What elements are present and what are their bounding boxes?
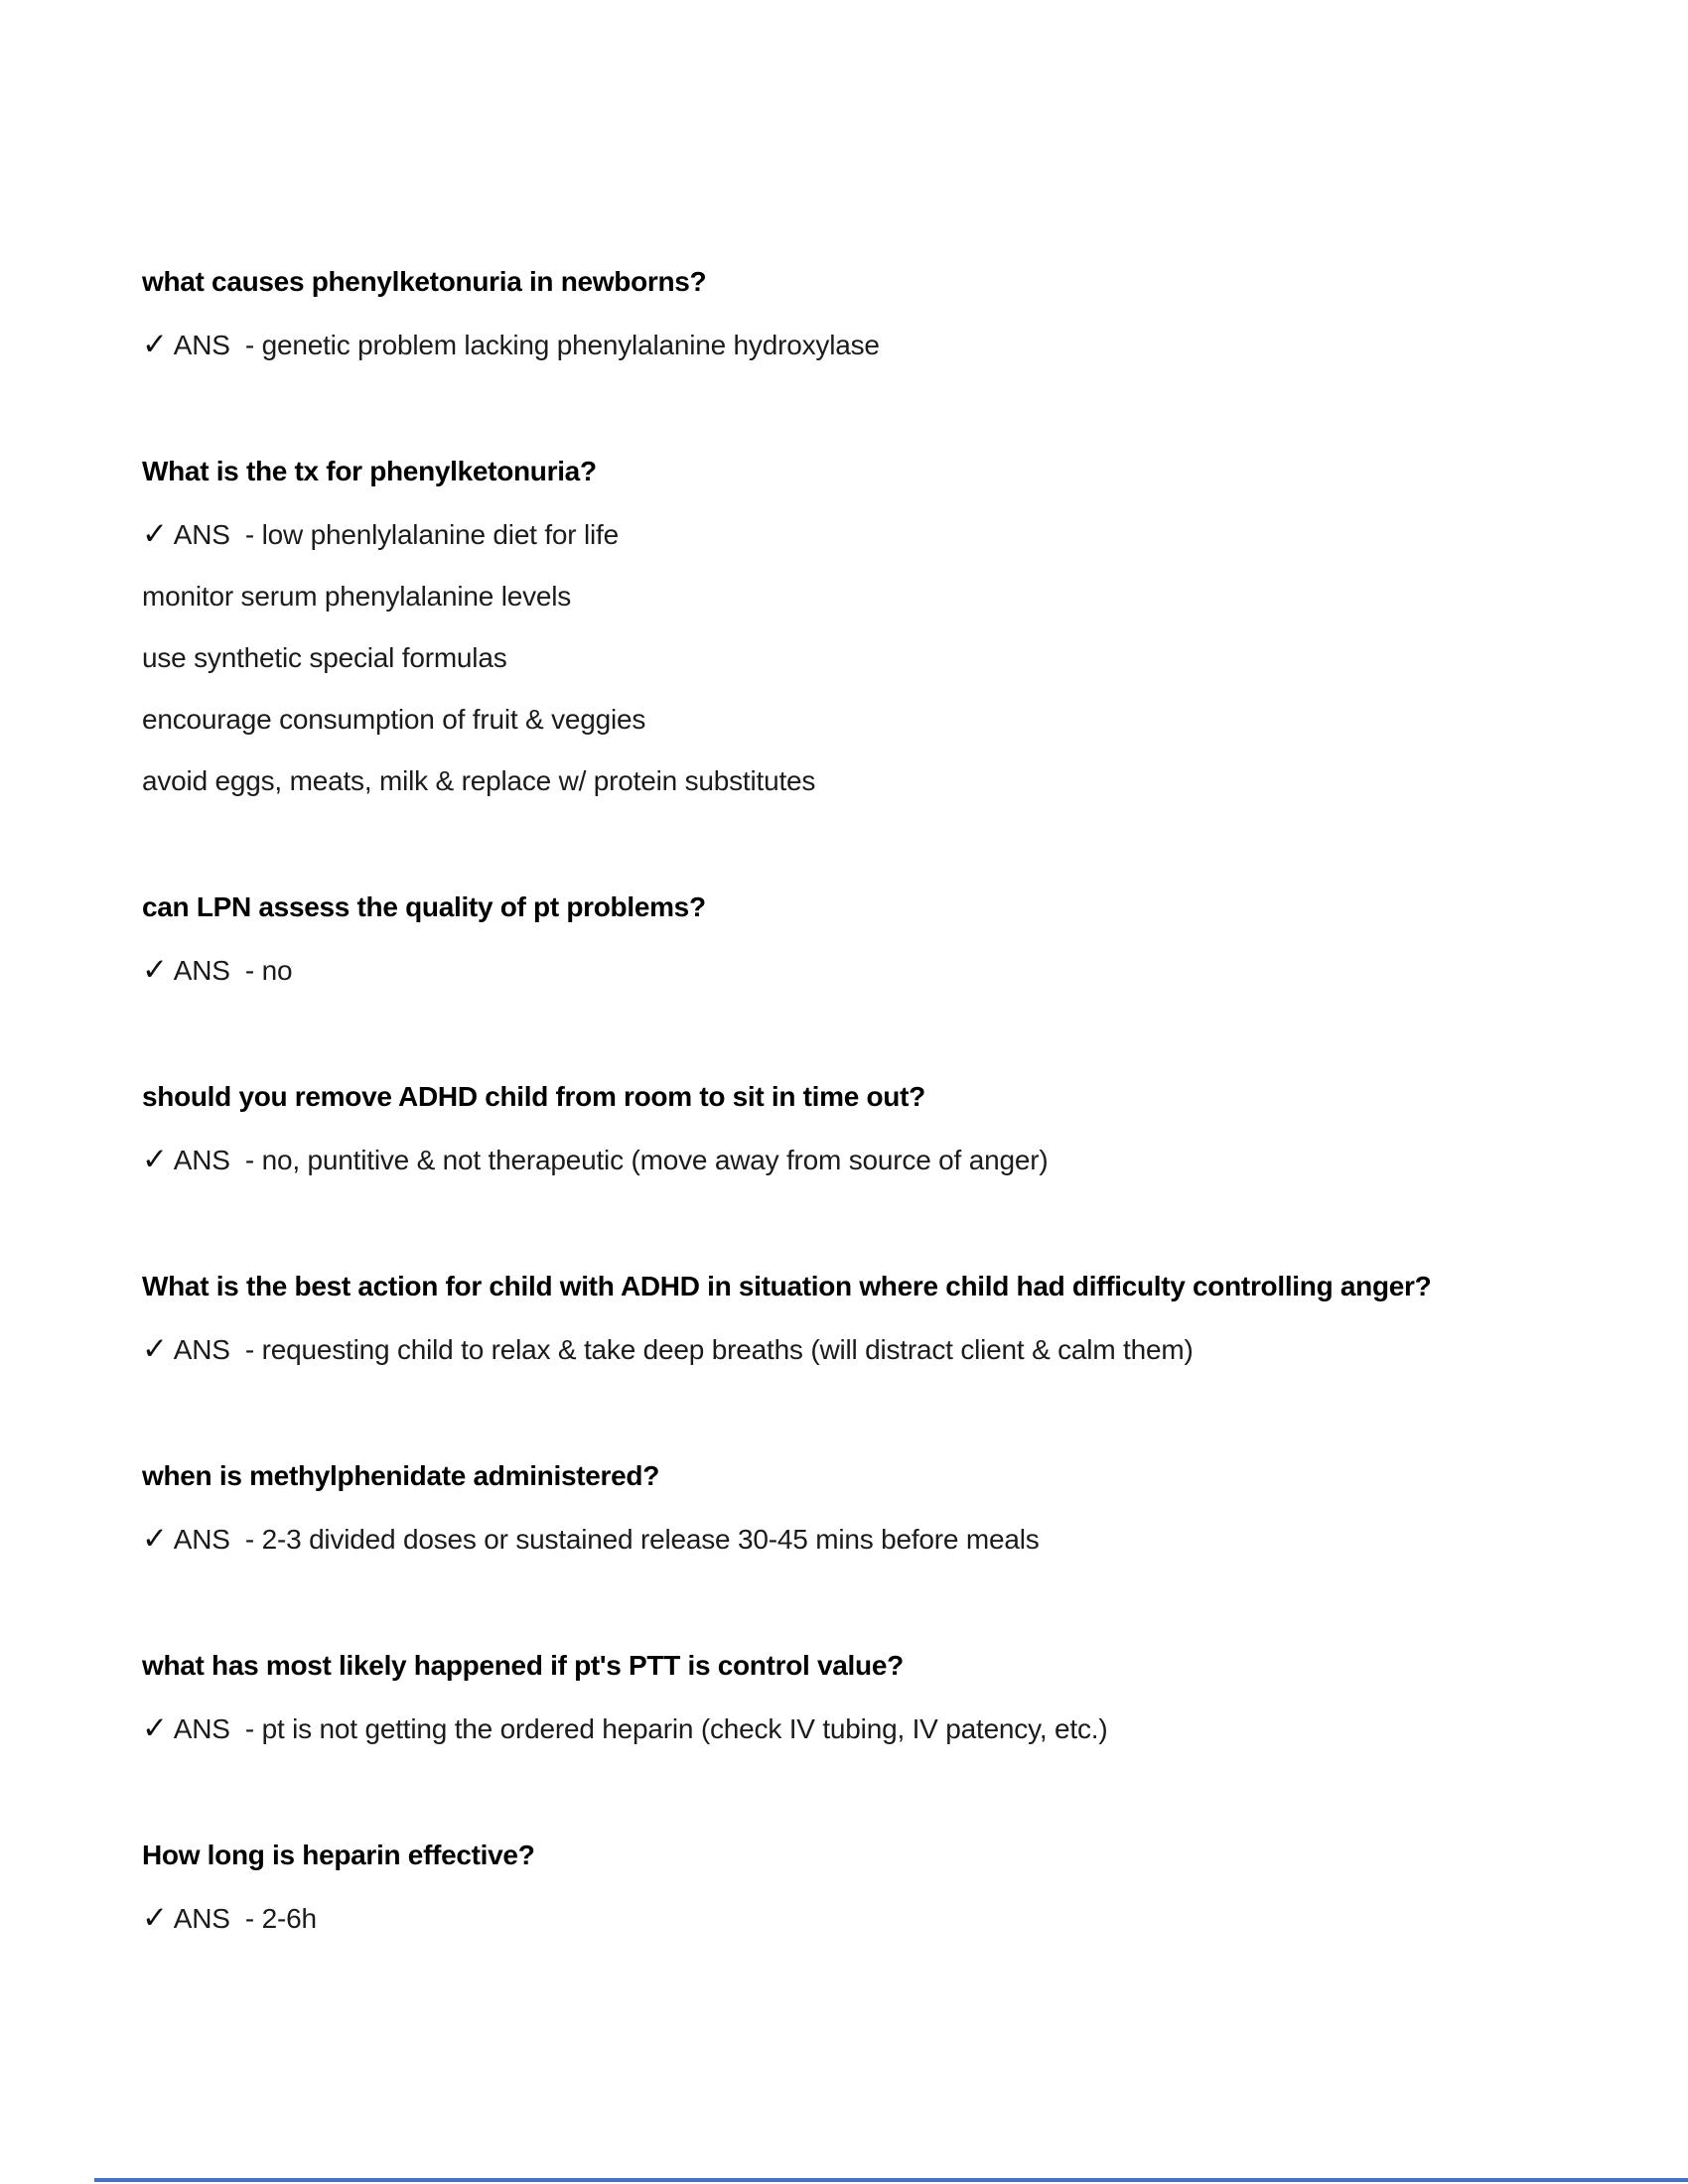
- answer-line: [142, 516, 1633, 553]
- qa-block: [142, 1838, 1633, 1937]
- answer-text: ANS - requesting child to relax & take deep breaths (will distract client & calm them): [173, 1334, 1194, 1365]
- check-icon: ✓: [142, 952, 168, 988]
- qa-block: [142, 1269, 1633, 1368]
- answer-line: [142, 1900, 1633, 1937]
- qa-block: [142, 264, 1633, 363]
- question-text: what causes phenylketonuria in newborns?: [142, 266, 707, 297]
- check-icon: ✓: [142, 327, 168, 362]
- check-icon: ✓: [142, 1331, 168, 1367]
- qa-list: [142, 264, 1633, 2027]
- question-text: when is methylphenidate administered?: [142, 1460, 660, 1491]
- page-bottom-divider: [94, 2178, 1688, 2182]
- answer-line: [142, 952, 1633, 989]
- qa-block: [142, 889, 1633, 989]
- qa-block: [142, 1458, 1633, 1558]
- answer-extra-line: use synthetic special formulas: [142, 642, 507, 673]
- answer-line: [142, 1521, 1633, 1558]
- question-text: can LPN assess the quality of pt problems?: [142, 891, 706, 922]
- answer-text: ANS - no: [173, 955, 293, 986]
- answer-text: ANS - no, puntitive & not therapeutic (move away from source of anger): [173, 1145, 1049, 1175]
- check-icon: ✓: [142, 1710, 168, 1746]
- answer-extra-line: avoid eggs, meats, milk & replace w/ protein substitutes: [142, 765, 816, 796]
- answer-extra-line: monitor serum phenylalanine levels: [142, 581, 572, 612]
- qa-block: [142, 1648, 1633, 1747]
- qa-block: [142, 454, 1633, 799]
- question-text: should you remove ADHD child from room to sit in time out?: [142, 1081, 925, 1112]
- check-icon: ✓: [142, 1900, 168, 1936]
- question-text: How long is heparin effective?: [142, 1840, 535, 1870]
- answer-text: ANS - genetic problem lacking phenylalanine hydroxylase: [173, 330, 880, 360]
- answer-text: ANS - pt is not getting the ordered heparin (check IV tubing, IV patency, etc.): [173, 1713, 1108, 1744]
- question-text: What is the tx for phenylketonuria?: [142, 456, 597, 486]
- qa-block: [142, 1079, 1633, 1178]
- check-icon: ✓: [142, 1142, 168, 1177]
- answer-line: [142, 1710, 1633, 1747]
- answer-line: [142, 1142, 1633, 1178]
- answer-text: ANS - 2-3 divided doses or sustained release 30-45 mins before meals: [173, 1524, 1040, 1555]
- question-text: What is the best action for child with ADHD in situation where child had difficulty controlling anger?: [142, 1271, 1432, 1301]
- answer-text: ANS - low phenlylalanine diet for life: [173, 519, 619, 550]
- check-icon: ✓: [142, 516, 168, 552]
- answer-line: [142, 1331, 1633, 1368]
- answer-text: ANS - 2-6h: [173, 1903, 317, 1934]
- question-text: what has most likely happened if pt's PTT is control value?: [142, 1650, 904, 1681]
- check-icon: ✓: [142, 1521, 168, 1557]
- answer-line: [142, 327, 1633, 363]
- answer-extra-line: encourage consumption of fruit & veggies: [142, 704, 646, 735]
